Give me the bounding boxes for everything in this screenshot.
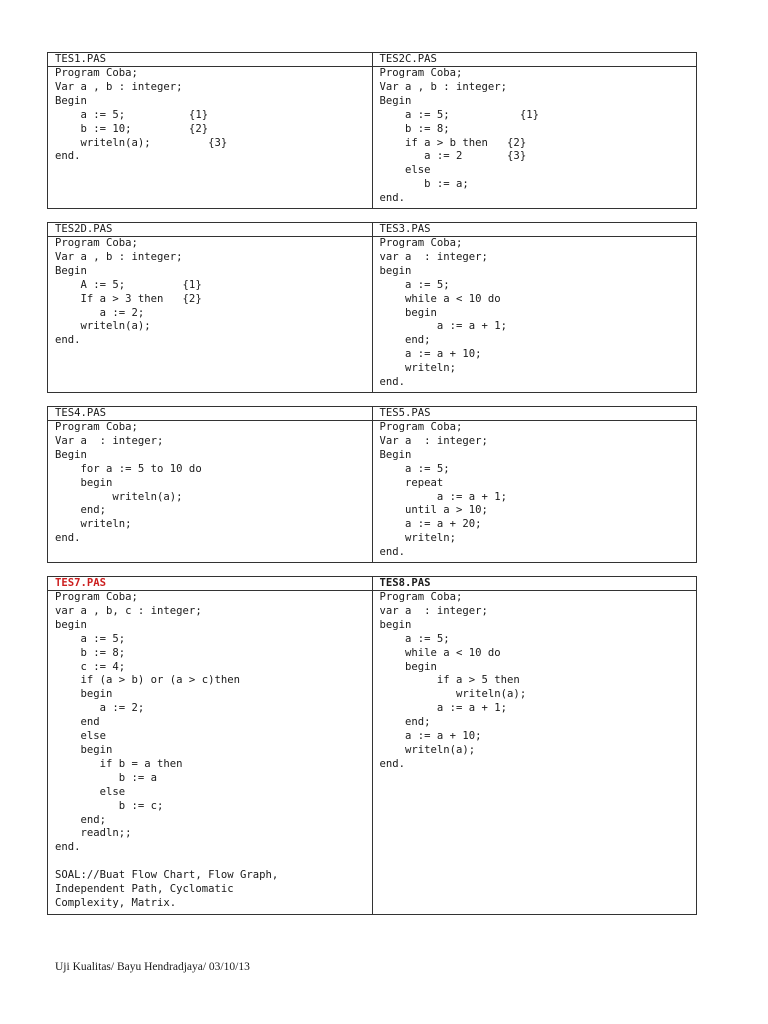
code-cell (48, 591, 373, 915)
program-header-tes8: TES8.PAS (372, 577, 697, 591)
page-footer: Uji Kualitas/ Bayu Hendradjaya/ 03/10/13 (55, 961, 250, 973)
code-listing-tes8: Program Coba; var a : integer; begin a := 5; while a < 10 do begin if a > 5 then writeln(a); a := a + 1; end; a := a + 10; writeln(a); end. (379, 591, 527, 770)
code-cell (372, 237, 697, 393)
code-table-4 (47, 576, 697, 915)
code-cell (48, 67, 373, 209)
program-header-tes1: TES1.PAS (48, 53, 373, 67)
code-listing-tes4: Program Coba; Var a : integer; Begin for a := 5 to 10 do begin writeln(a); end; writeln; end. (55, 421, 202, 545)
code-table-2 (47, 222, 697, 393)
code-listing-tes2d: Program Coba; Var a , b : integer; Begin A := 5; {1} If a > 3 then {2} a := 2; writeln(a); end. (55, 237, 202, 347)
code-cell (372, 421, 697, 563)
program-header-tes4: TES4.PAS (48, 407, 373, 421)
code-cell (372, 591, 697, 915)
program-header-tes7: TES7.PAS (48, 577, 373, 591)
code-listing-tes5: Program Coba; Var a : integer; Begin a := 5; repeat a := a + 1; until a > 10; a := a + 20; writeln; end. (379, 421, 508, 559)
program-header-tes2c: TES2C.PAS (372, 53, 697, 67)
code-cell (372, 67, 697, 209)
code-listing-tes2c: Program Coba; Var a , b : integer; Begin a := 5; {1} b := 8; if a > b then {2} a := 2 {3} else b := a; end. (379, 67, 539, 205)
code-table-3 (47, 406, 697, 563)
code-cell (48, 237, 373, 393)
code-table-1 (47, 52, 697, 209)
code-listing-tes7: Program Coba; var a , b, c : integer; begin a := 5; b := 8; c := 4; if (a > b) or (a > c)then begin a := 2; end else begin if b = a then b := a else b := c; end; readln;; end. SOAL://Buat Flow Chart, Flow Graph, Independent Path, Cyclomatic Complexity, Matrix. (55, 591, 279, 909)
code-listing-tes3: Program Coba; var a : integer; begin a := 5; while a < 10 do begin a := a + 1; end; a := a + 10; writeln; end. (379, 237, 508, 389)
program-header-tes2d: TES2D.PAS (48, 223, 373, 237)
program-header-tes5: TES5.PAS (372, 407, 697, 421)
program-header-tes3: TES3.PAS (372, 223, 697, 237)
code-listing-tes1: Program Coba; Var a , b : integer; Begin a := 5; {1} b := 10; {2} writeln(a); {3} end. (55, 67, 228, 163)
code-cell (48, 421, 373, 563)
